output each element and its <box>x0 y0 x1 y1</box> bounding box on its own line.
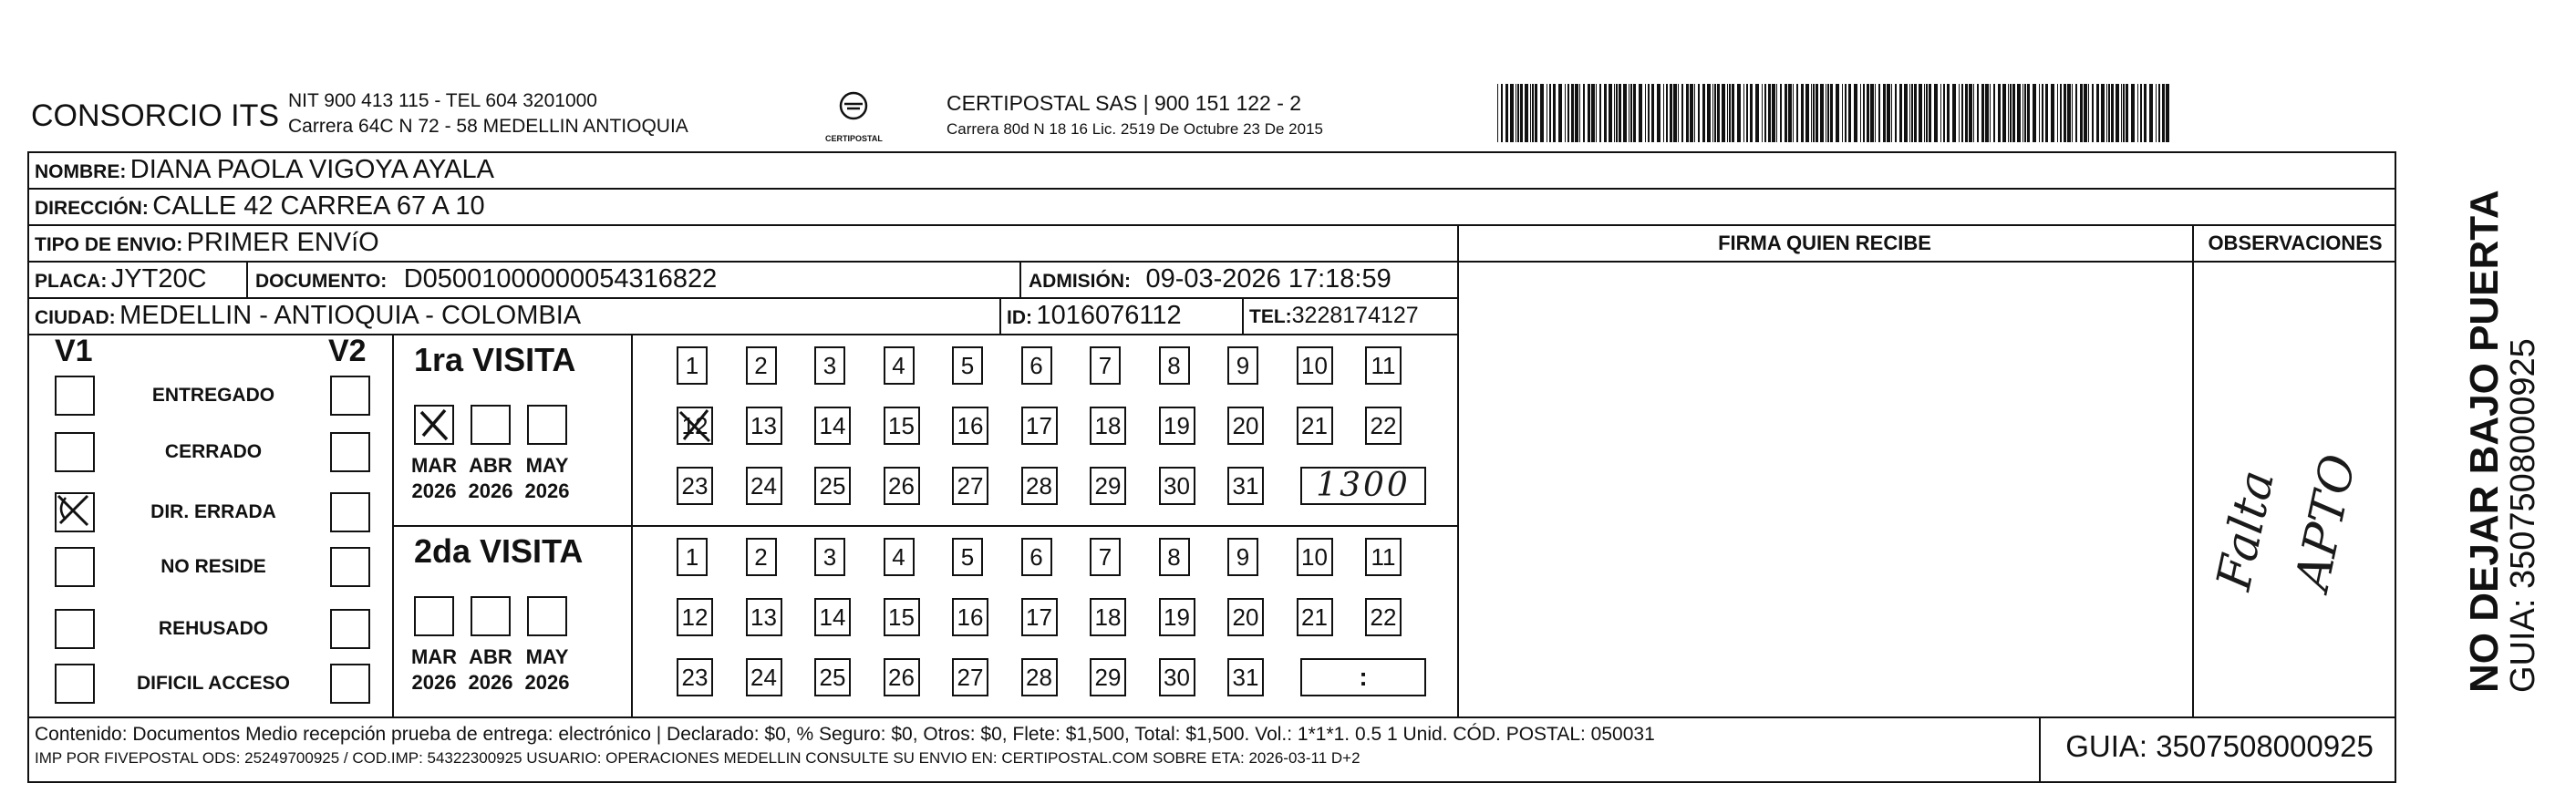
first-visit-day-10[interactable]: 10 <box>1297 346 1333 385</box>
first-visit-title: 1ra VISITA <box>414 341 576 378</box>
tel-label: TEL: <box>1249 306 1292 327</box>
second-visit-day-10[interactable]: 10 <box>1297 538 1333 576</box>
second-visit-day-31[interactable]: 31 <box>1227 658 1264 696</box>
first-visit-day-31[interactable]: 31 <box>1227 467 1264 505</box>
second-visit-day-7[interactable]: 7 <box>1090 538 1121 576</box>
v2-checkbox[interactable] <box>330 376 370 416</box>
side-warning: NO DEJAR BAJO PUERTA <box>2462 190 2507 693</box>
company-name: CONSORCIO ITS <box>31 98 280 133</box>
first-visit-day-11[interactable]: 11 <box>1365 346 1402 385</box>
v2-checkbox[interactable] <box>330 547 370 587</box>
direccion-label: DIRECCIÓN: <box>35 198 149 219</box>
second-visit-day-3[interactable]: 3 <box>814 538 845 576</box>
v1-checkbox[interactable] <box>55 609 95 649</box>
nombre-label: NOMBRE: <box>35 161 127 182</box>
first-visit-day-7[interactable]: 7 <box>1090 346 1121 385</box>
nombre-value: DIANA PAOLA VIGOYA AYALA <box>129 155 494 184</box>
second-visit-day-2[interactable]: 2 <box>746 538 777 576</box>
tel-value: 3228174127 <box>1291 303 1419 328</box>
second-visit-month-checkbox[interactable] <box>414 596 454 636</box>
second-visit-day-18[interactable]: 18 <box>1090 598 1126 636</box>
first-visit-day-28[interactable]: 28 <box>1021 467 1058 505</box>
second-visit-day-22[interactable]: 22 <box>1365 598 1402 636</box>
first-visit-day-9[interactable]: 9 <box>1227 346 1258 385</box>
admision-value: 09-03-2026 17:18:59 <box>1145 264 1391 294</box>
first-visit-time-text: 1300 <box>1316 467 1411 504</box>
v1-checkbox[interactable] <box>55 432 95 472</box>
company-address: Carrera 64C N 72 - 58 MEDELLIN ANTIOQUIA <box>288 116 688 137</box>
observation-handwritten-2: APTO <box>2285 449 2367 595</box>
second-visit-day-13[interactable]: 13 <box>746 598 782 636</box>
first-visit-time-box[interactable] <box>1300 467 1426 505</box>
observaciones-header: OBSERVACIONES <box>2208 232 2383 254</box>
direccion-value: CALLE 42 CARREA 67 A 10 <box>152 191 485 221</box>
second-visit-day-25[interactable]: 25 <box>814 658 851 696</box>
tipo-envio-label: TIPO DE ENVIO: <box>35 234 183 255</box>
second-visit-month-checkbox[interactable] <box>471 596 511 636</box>
first-visit-day-16[interactable]: 16 <box>952 407 988 445</box>
second-visit-day-26[interactable]: 26 <box>884 658 920 696</box>
year-label: 2026 <box>468 479 513 502</box>
second-visit-day-14[interactable]: 14 <box>814 598 851 636</box>
status-label: ENTREGADO <box>151 385 275 406</box>
first-visit-day-12[interactable]: 12 <box>677 407 713 445</box>
second-visit-day-28[interactable]: 28 <box>1021 658 1058 696</box>
second-visit-day-15[interactable]: 15 <box>884 598 920 636</box>
second-visit-day-27[interactable]: 27 <box>952 658 988 696</box>
year-label: 2026 <box>524 671 570 694</box>
ciudad-value: MEDELLIN - ANTIOQUIA - COLOMBIA <box>119 301 582 330</box>
first-visit-day-25[interactable]: 25 <box>814 467 851 505</box>
side-guia: GUIA: 3507508000925 <box>2504 338 2542 693</box>
second-visit-day-30[interactable]: 30 <box>1159 658 1195 696</box>
year-label: 2026 <box>411 479 457 502</box>
year-label: 2026 <box>468 671 513 694</box>
month-label: MAY <box>525 645 569 668</box>
month-label: MAY <box>525 454 569 477</box>
barcode <box>1495 84 2175 142</box>
second-visit-day-9[interactable]: 9 <box>1227 538 1258 576</box>
second-visit-day-16[interactable]: 16 <box>952 598 988 636</box>
second-visit-day-8[interactable]: 8 <box>1159 538 1190 576</box>
first-visit-day-29[interactable]: 29 <box>1090 467 1126 505</box>
second-visit-day-29[interactable]: 29 <box>1090 658 1126 696</box>
first-visit-day-2[interactable]: 2 <box>746 346 777 385</box>
first-visit-day-3[interactable]: 3 <box>814 346 845 385</box>
second-visit-time-box[interactable] <box>1300 658 1426 696</box>
first-visit-month-checkbox[interactable] <box>414 405 454 445</box>
first-visit-month-checkbox[interactable] <box>471 405 511 445</box>
second-visit-day-24[interactable]: 24 <box>746 658 782 696</box>
observation-handwritten-1: Falta <box>2207 465 2286 595</box>
first-visit-day-21[interactable]: 21 <box>1297 407 1333 445</box>
second-visit-day-6[interactable]: 6 <box>1021 538 1052 576</box>
status-label: CERRADO <box>164 441 263 462</box>
status-label: NO RESIDE <box>160 556 266 577</box>
second-visit-time-text: : <box>1359 663 1368 691</box>
v2-checkbox[interactable] <box>330 492 370 532</box>
first-visit-day-8[interactable]: 8 <box>1159 346 1190 385</box>
certipostal-logo <box>825 88 882 142</box>
firma-header: FIRMA QUIEN RECIBE <box>1718 232 1931 254</box>
first-visit-day-27[interactable]: 27 <box>952 467 988 505</box>
documento-label: DOCUMENTO: <box>255 271 388 292</box>
second-visit-day-5[interactable]: 5 <box>952 538 983 576</box>
first-visit-day-20[interactable]: 20 <box>1227 407 1264 445</box>
month-label: MAR <box>410 454 458 477</box>
first-visit-day-26[interactable]: 26 <box>884 467 920 505</box>
imp-line: IMP POR FIVEPOSTAL ODS: 25249700925 / COD.IMP: 54322300925 USUARIO: OPERACIONES MEDELLIN CONSULTE SU ENVIO EN: CERTIPOSTAL.COM SOBRE ETA: 2026-03-11 D+2 <box>35 749 1360 767</box>
first-visit-day-22[interactable]: 22 <box>1365 407 1402 445</box>
v1-checkbox[interactable] <box>55 376 95 416</box>
id-value: 1016076112 <box>1036 301 1182 330</box>
v1-checkbox[interactable] <box>55 547 95 587</box>
contenido-line: Contenido: Documentos Medio recepción prueba de entrega: electrónico | Declarado: $0, % Seguro: $0, Otros: $0, Flete: $1,500, Total: $1,500. Vol.: 1*1*1. 0.5 1 Unid. CÓD. POSTAL: 050031 <box>35 724 1655 745</box>
first-visit-day-1[interactable]: 1 <box>677 346 708 385</box>
v1-checkbox[interactable] <box>55 492 95 532</box>
first-visit-day-6[interactable]: 6 <box>1021 346 1052 385</box>
first-visit-day-14[interactable]: 14 <box>814 407 851 445</box>
first-visit-day-5[interactable]: 5 <box>952 346 983 385</box>
tipo-envio-value: PRIMER ENVíO <box>186 228 379 257</box>
first-visit-day-15[interactable]: 15 <box>884 407 920 445</box>
month-label: ABR <box>469 454 512 477</box>
id-label: ID: <box>1007 307 1032 328</box>
carrier-name: CERTIPOSTAL SAS | 900 151 122 - 2 <box>947 91 1302 115</box>
second-visit-title: 2da VISITA <box>414 532 584 570</box>
ciudad-label: CIUDAD: <box>35 307 116 328</box>
status-label: DIFICIL ACCESO <box>136 673 290 694</box>
v2-checkbox[interactable] <box>330 432 370 472</box>
first-visit-day-4[interactable]: 4 <box>884 346 915 385</box>
second-visit-month-checkbox[interactable] <box>527 596 567 636</box>
first-visit-day-30[interactable]: 30 <box>1159 467 1195 505</box>
v2-checkbox[interactable] <box>330 609 370 649</box>
year-label: 2026 <box>524 479 570 502</box>
first-visit-day-17[interactable]: 17 <box>1021 407 1058 445</box>
second-visit-day-11[interactable]: 11 <box>1365 538 1402 576</box>
year-label: 2026 <box>411 671 457 694</box>
documento-value: D0500100000005431682​2 <box>403 264 718 294</box>
v1-checkbox[interactable] <box>55 664 95 704</box>
placa-label: PLACA: <box>35 271 108 292</box>
second-visit-day-12[interactable]: 12 <box>677 598 713 636</box>
status-label: DIR. ERRADA <box>150 501 276 522</box>
first-visit-month-checkbox[interactable] <box>527 405 567 445</box>
placa-value: JYT20C <box>110 264 207 294</box>
second-visit-day-21[interactable]: 21 <box>1297 598 1333 636</box>
first-visit-day-13[interactable]: 13 <box>746 407 782 445</box>
first-visit-day-18[interactable]: 18 <box>1090 407 1126 445</box>
second-visit-day-17[interactable]: 17 <box>1021 598 1058 636</box>
carrier-address: Carrera 80d N 18 16 Lic. 2519 De Octubre 23 De 2015 <box>947 120 1323 138</box>
status-label: REHUSADO <box>158 618 269 639</box>
logo-text: CERTIPOSTAL <box>825 134 883 143</box>
company-nit: NIT 900 413 115 - TEL 604 3201000 <box>288 90 597 111</box>
second-visit-day-23[interactable]: 23 <box>677 658 713 696</box>
second-visit-day-20[interactable]: 20 <box>1227 598 1264 636</box>
day-check-mark <box>675 405 715 451</box>
second-visit-day-1[interactable]: 1 <box>677 538 708 576</box>
first-visit-day-19[interactable]: 19 <box>1159 407 1195 445</box>
guia-footer: GUIA: 3507508000925 <box>2065 729 2374 763</box>
v1-header: V1 <box>55 334 93 368</box>
v2-checkbox[interactable] <box>330 664 370 704</box>
second-visit-day-4[interactable]: 4 <box>884 538 915 576</box>
v2-header: V2 <box>328 334 367 368</box>
first-visit-day-24[interactable]: 24 <box>746 467 782 505</box>
admision-label: ADMISIÓN: <box>1029 271 1131 292</box>
first-visit-day-23[interactable]: 23 <box>677 467 713 505</box>
month-label: ABR <box>469 645 512 668</box>
second-visit-day-19[interactable]: 19 <box>1159 598 1195 636</box>
month-label: MAR <box>410 645 458 668</box>
